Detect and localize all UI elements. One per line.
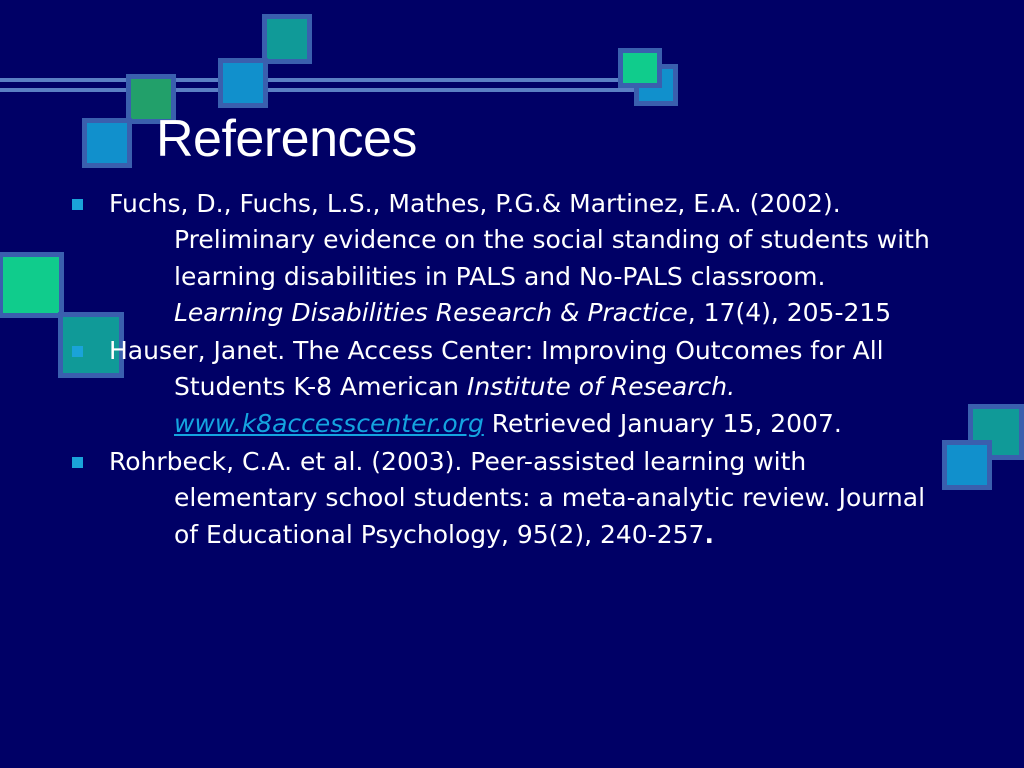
reference-citation: Retrieved January 15, 2007. [483,408,842,438]
reference-citation: , 17(4), 205-215 [687,297,892,327]
decor-line-top [0,78,665,82]
reference-text: Rohrbeck, C.A. et al. (2003). Peer-assisted learning with elementary school students: a meta-analytic review. Journal of Educational Psychology, 95(2), 240-257 [109,447,926,549]
journal-title: Learning Disabilities Research & Practice [174,297,688,327]
decor-square [82,118,132,168]
journal-title: Institute of Research. [466,372,736,402]
reference-text: Fuchs, D., Fuchs, L.S., Mathes, P.G.& Martinez, E.A. (2002). Preliminary evidence on the social standing of students with learning disabilities in PALS and No-PALS classroom. [109,189,930,291]
bullet-icon [72,199,83,210]
reference-item [72,186,942,331]
bullet-icon [72,457,83,468]
reference-item [72,333,942,442]
decor-square [262,14,312,64]
reference-link[interactable]: www.k8accesscenter.org [174,408,484,438]
decor-square [218,58,268,108]
reference-text: Hauser, Janet. The Access Center: Improving Outcomes for All Students K-8 American [109,336,884,402]
bullet-icon [72,346,83,357]
decor-line-bottom [0,88,665,92]
decor-square [0,252,64,318]
reference-item [72,444,942,553]
slide-title: References [156,110,417,168]
decor-square [618,48,662,88]
decor-square [942,440,992,490]
reference-list [72,186,942,555]
reference-end: . [704,519,714,549]
